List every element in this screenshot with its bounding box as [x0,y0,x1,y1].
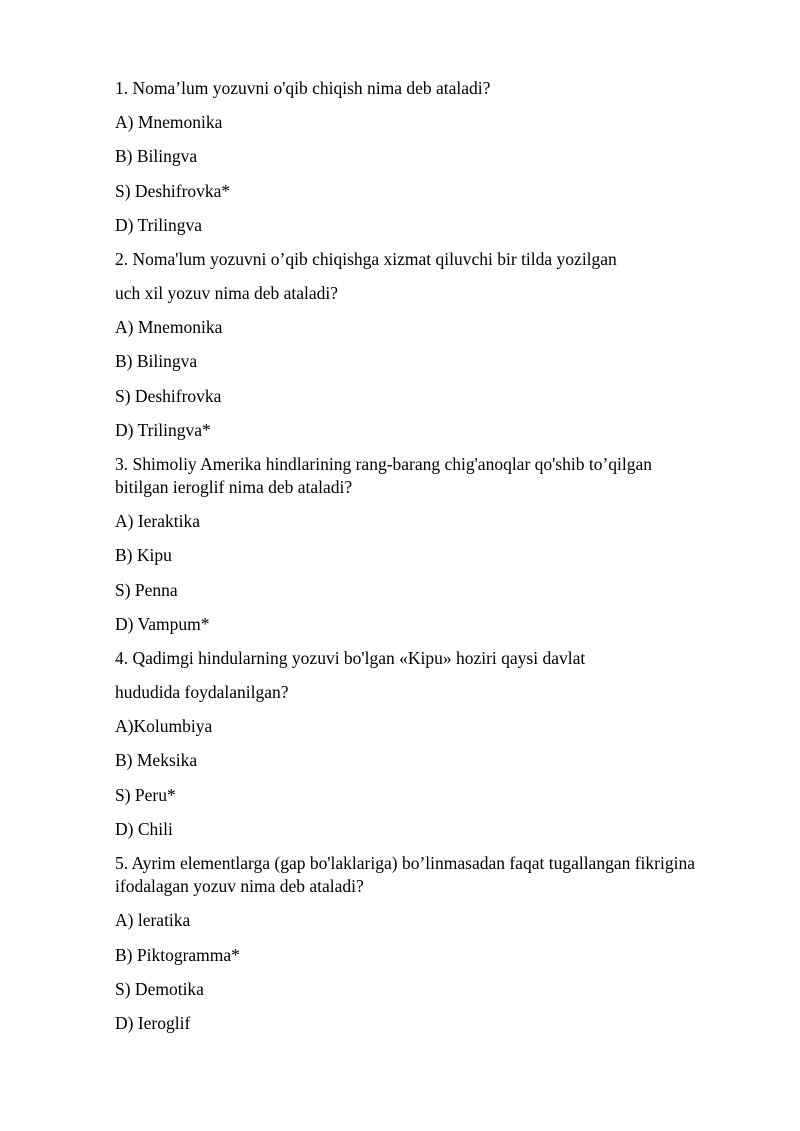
question-1-option-b: B) Bilingva [115,146,198,166]
question-3-option-s: S) Penna [115,580,178,600]
question-1-option-a: A) Mnemonika [115,112,223,132]
question-4-option-a: A)Kolumbiya [115,716,213,736]
question-5-option-d: D) Ieroglif [115,1013,191,1033]
question-1-option-d: D) Trilingva [115,215,203,235]
question-5-option-a: A) leratika [115,910,191,930]
question-3-text-line-2: bitilgan ieroglif nima deb ataladi? [115,477,353,497]
question-3-text-line-1: 3. Shimoliy Amerika hindlarining rang-barang chig'anoqlar qo'shib to’qilgan [115,454,653,474]
question-2-option-a: A) Mnemonika [115,317,223,337]
question-4-option-b: B) Meksika [115,750,198,770]
question-5-text-line-2: ifodalagan yozuv nima deb ataladi? [115,876,364,896]
question-2-option-b: B) Bilingva [115,351,198,371]
question-2-text-line-1: 2. Noma'lum yozuvni o’qib chiqishga xizmat qiluvchi bir tilda yozilgan [115,249,617,269]
question-3-option-d: D) Vampum* [115,614,210,634]
question-5-option-b: B) Piktogramma* [115,945,240,965]
question-3-option-b: B) Kipu [115,545,172,565]
question-5-option-s: S) Demotika [115,979,204,999]
question-4-option-s: S) Peru* [115,785,176,805]
question-5-text-line-1: 5. Ayrim elementlarga (gap bo'laklariga) bo’linmasadan faqat tugallangan fikrigina [115,853,695,873]
question-3-option-a: A) Ieraktika [115,511,201,531]
question-1-option-s: S) Deshifrovka* [115,181,231,201]
question-2-option-d: D) Trilingva* [115,420,211,440]
question-4-option-d: D) Chili [115,819,173,839]
question-4-text-line-1: 4. Qadimgi hindularning yozuvi bo'lgan «Kipu» hoziri qaysi davlat [115,648,586,668]
question-2-text-line-2: uch xil yozuv nima deb ataladi? [115,283,339,303]
question-4-text-line-2: hududida foydalanilgan? [115,682,289,702]
question-2-option-s: S) Deshifrovka [115,386,222,406]
question-1-text: 1. Noma’lum yozuvni o'qib chiqish nima deb ataladi? [115,78,491,98]
